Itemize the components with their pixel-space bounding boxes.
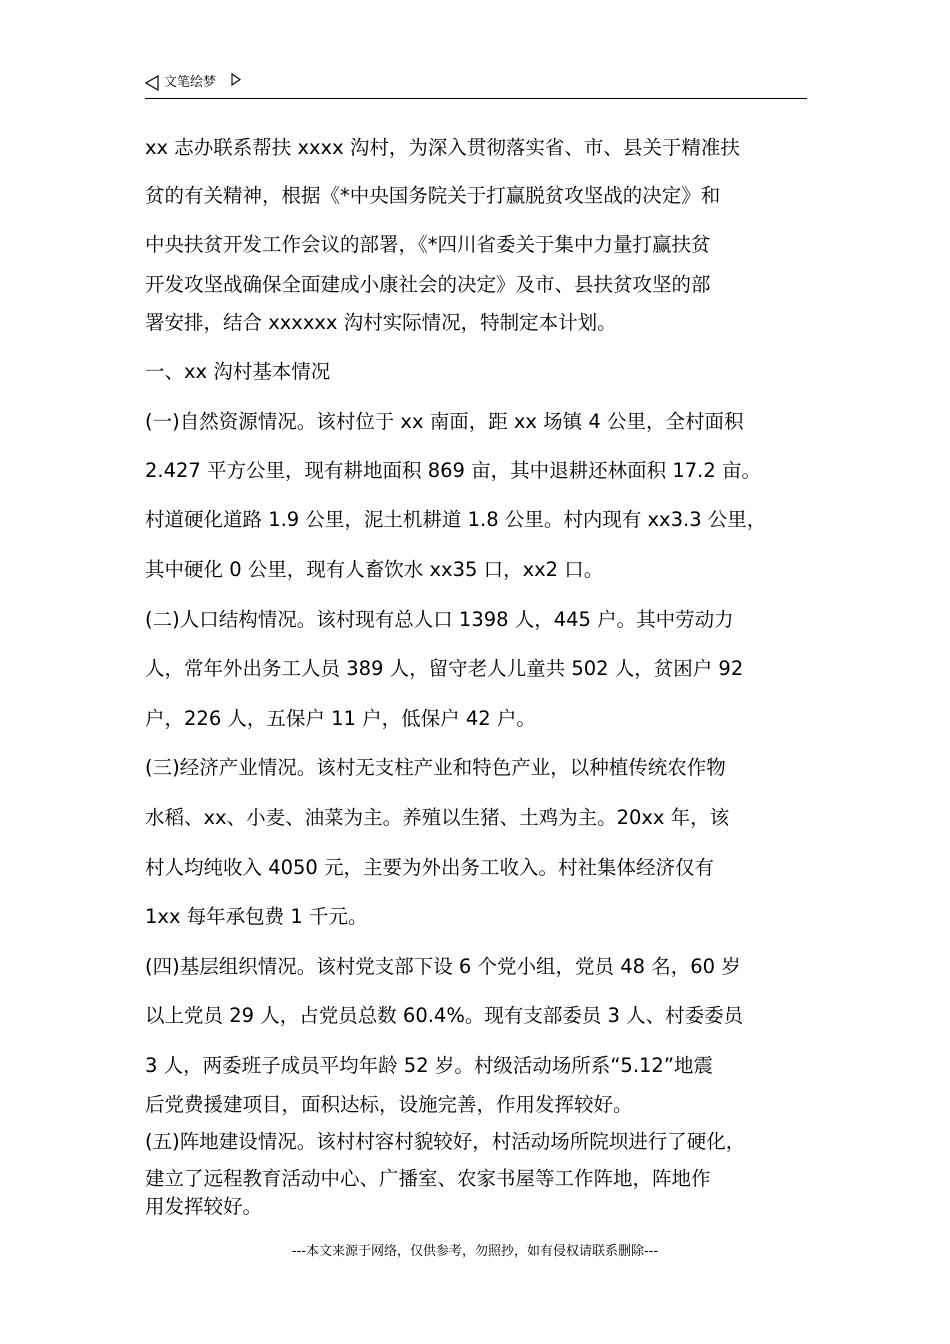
page-footer: ---本文来源于网络，仅供参考，勿照抄，如有侵权请联系删除--- [291,1244,659,1259]
text-line: 署安排，结合 xxxxxx 沟村实际情况，特制定本计划。 [145,311,617,334]
text-line: 用发挥较好。 [145,1195,263,1218]
text-line: 村人均纯收入 4050 元，主要为外出务工收入。村社集体经济仅有 [145,856,715,879]
text-line: 中央扶贫开发工作会议的部署，《*四川省委关于集中力量打赢扶贫 [145,233,711,256]
text-line: 水稻、xx、小麦、油菜为主。养殖以生猪、土鸡为主。20xx 年，该 [145,806,730,829]
text-line: (二)人口结构情况。该村现有总人口 1398 人，445 户。其中劳动力 [145,608,734,631]
text-line: 后党费援建项目，面积达标，设施完善，作用发挥较好。 [145,1093,633,1116]
text-line: (一)自然资源情况。该村位于 xx 南面，距 xx 场镇 4 公里，全村面积 [145,410,744,433]
text-line: 其中硬化 0 公里，现有人畜饮水 xx35 口，xx2 口。 [145,558,604,581]
text-line: (三)经济产业情况。该村无支柱产业和特色产业，以种植传统农作物 [145,756,726,779]
text-line: 开发攻坚战确保全面建成小康社会的决定》及市、县扶贫攻坚的部 [145,273,711,296]
text-line: 户，226 人，五保户 11 户，低保户 42 户。 [145,707,536,730]
triangle-left-outline-icon [145,75,159,91]
text-line: (五)阵地建设情况。该村村容村貌较好，村活动场所院坝进行了硬化， [145,1130,746,1153]
text-line: 1xx 每年承包费 1 千元。 [145,905,368,928]
section-heading: 一、xx 沟村基本情况 [145,360,331,383]
text-line: xx 志办联系帮扶 xxxx 沟村，为深入贯彻落实省、市、县关于精准扶 [145,136,740,159]
text-line: 贫的有关精神，根据《*中央国务院关于打赢脱贫攻坚战的决定》和 [145,184,721,207]
text-line: 人，常年外出务工人员 389 人，留守老人儿童共 502 人，贫困户 92 [145,657,744,680]
triangle-right-outline-icon [231,73,241,86]
page-header [145,72,807,99]
header-title: 文笔绘梦 [164,75,217,90]
text-line: (四)基层组织情况。该村党支部下设 6 个党小组，党员 48 名，60 岁 [145,955,741,978]
text-line: 3 人，两委班子成员平均年龄 52 岁。村级活动场所系“5.12”地震 [145,1054,713,1077]
text-line: 建立了远程教育活动中心、广播室、农家书屋等工作阵地，阵地作 [145,1167,711,1190]
text-line: 2.427 平方公里，现有耕地面积 869 亩，其中退耕还林面积 17.2 亩。 [145,459,761,482]
text-line: 村道硬化道路 1.9 公里，泥土机耕道 1.8 公里。村内现有 xx3.3 公里， [145,508,767,531]
text-line: 以上党员 29 人，占党员总数 60.4%。现有支部委员 3 人、村委委员 [145,1004,744,1027]
